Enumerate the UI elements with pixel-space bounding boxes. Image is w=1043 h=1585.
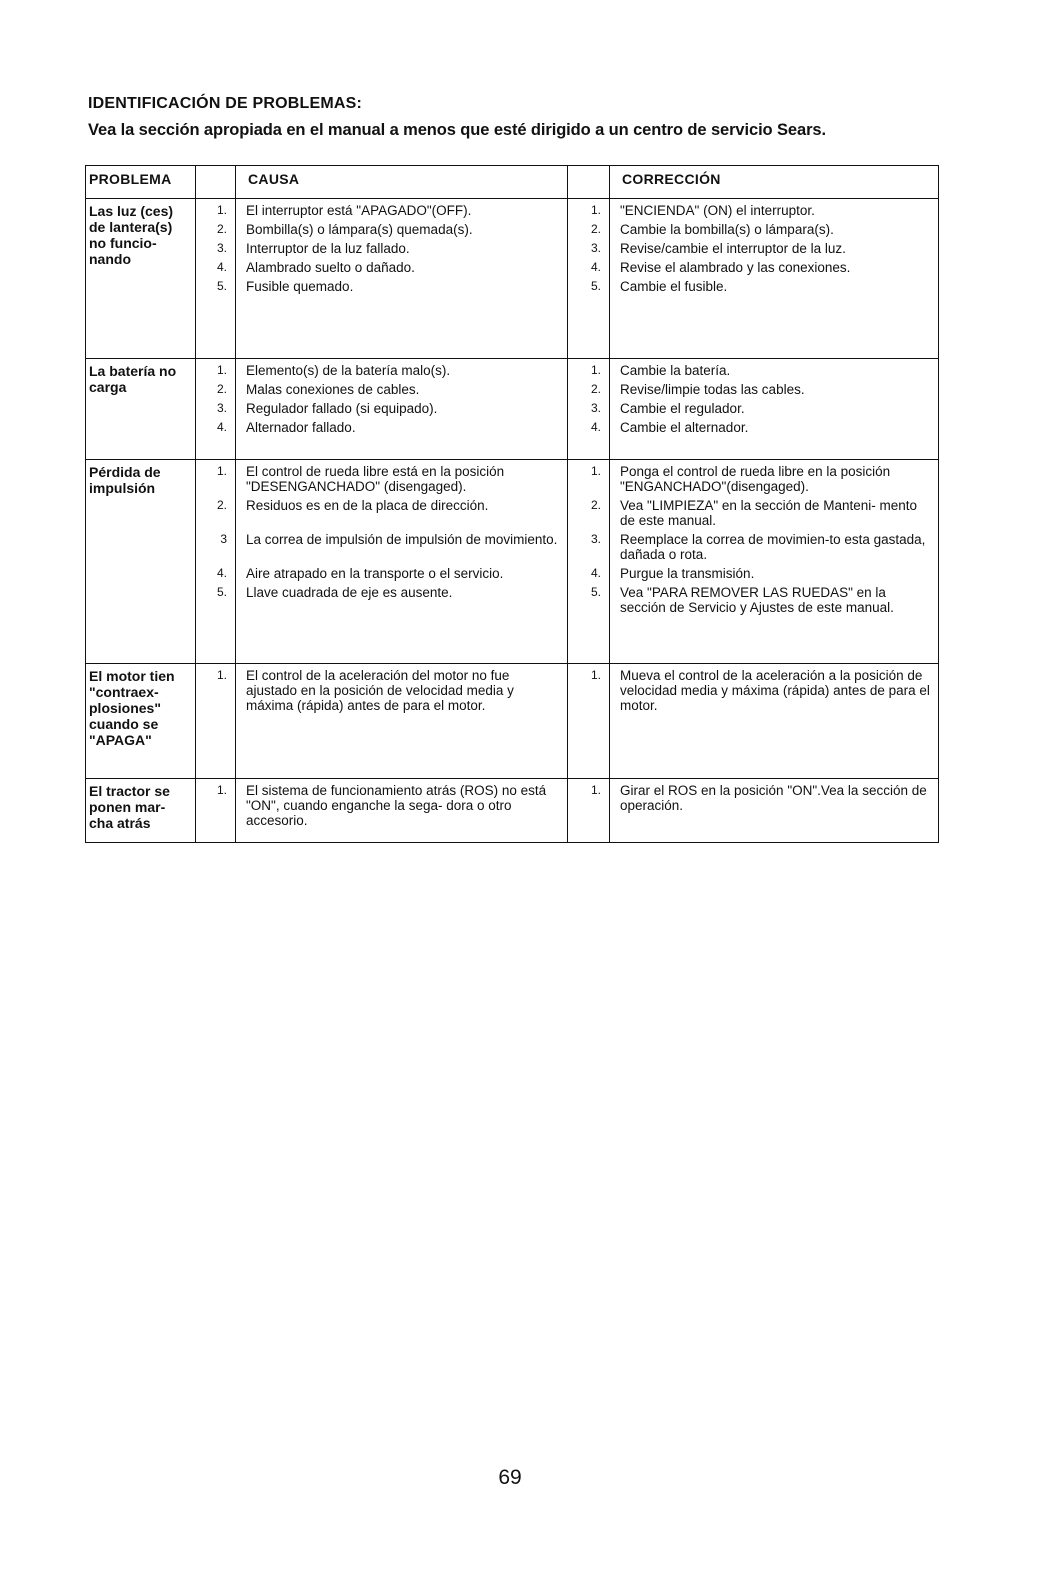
cause-text-cell bbox=[236, 359, 568, 460]
correction-number: 4. bbox=[590, 420, 601, 434]
correction-text: "ENCIENDA" (ON) el interruptor. bbox=[620, 203, 815, 218]
correction-text: Revise el alambrado y las conexiones. bbox=[620, 260, 851, 275]
cause-text: Alternador fallado. bbox=[246, 420, 356, 435]
cause-number: 3. bbox=[216, 241, 227, 255]
correction-number: 2. bbox=[590, 498, 601, 512]
problem-cell: Pérdida de impulsión bbox=[86, 460, 196, 664]
cause-text-cell bbox=[236, 199, 568, 359]
cause-number: 4. bbox=[216, 566, 227, 580]
cause-text: Residuos es en de la placa de dirección. bbox=[246, 498, 489, 513]
correction-text: Cambie el fusible. bbox=[620, 279, 728, 294]
cause-number: 4. bbox=[216, 260, 227, 274]
cause-number: 1. bbox=[216, 464, 227, 478]
cause-number-cell bbox=[196, 779, 236, 843]
cause-text-cell bbox=[236, 460, 568, 664]
cause-number: 5. bbox=[216, 279, 227, 293]
correction-text: Girar el ROS en la posición "ON".Vea la sección de operación. bbox=[620, 783, 927, 813]
cause-number: 2. bbox=[216, 498, 227, 512]
cause-number-cell bbox=[196, 460, 236, 664]
problem-cell: La batería no carga bbox=[86, 359, 196, 460]
table-row bbox=[86, 779, 939, 843]
correction-text: Reemplace la correa de movimien-to esta gastada, dañada o rota. bbox=[620, 532, 926, 562]
correction-number: 2. bbox=[590, 222, 601, 236]
cause-text: El interruptor está "APAGADO"(OFF). bbox=[246, 203, 472, 218]
cause-number: 4. bbox=[216, 420, 227, 434]
table-row bbox=[86, 664, 939, 779]
correction-text-cell bbox=[610, 460, 939, 664]
correction-number: 3. bbox=[590, 532, 601, 546]
table-row bbox=[86, 460, 939, 664]
correction-number: 1. bbox=[590, 464, 601, 478]
page-number: 69 bbox=[498, 1466, 522, 1489]
correction-number: 2. bbox=[590, 382, 601, 396]
cause-number-cell bbox=[196, 359, 236, 460]
correction-text: Revise/cambie el interruptor de la luz. bbox=[620, 241, 846, 256]
cause-text: Aire atrapado en la transporte o el servicio. bbox=[246, 566, 504, 581]
header-cause-number bbox=[196, 166, 236, 199]
correction-text: Ponga el control de rueda libre en la posición "ENGANCHADO"(disengaged). bbox=[620, 464, 891, 494]
cause-number: 5. bbox=[216, 585, 227, 599]
correction-number: 1. bbox=[590, 363, 601, 377]
correction-number: 1. bbox=[590, 668, 601, 682]
header-correction: CORRECCIÓN bbox=[610, 166, 939, 199]
correction-number: 3. bbox=[590, 401, 601, 415]
cause-text-cell bbox=[236, 664, 568, 779]
cause-number: 1. bbox=[216, 668, 227, 682]
correction-number-cell bbox=[568, 664, 610, 779]
correction-number: 1. bbox=[590, 783, 601, 797]
correction-number-cell bbox=[568, 359, 610, 460]
correction-text: Cambie la batería. bbox=[620, 363, 731, 378]
table-row bbox=[86, 199, 939, 359]
correction-text-cell bbox=[610, 199, 939, 359]
correction-text: Cambie la bombilla(s) o lámpara(s). bbox=[620, 222, 834, 237]
correction-text: Vea "PARA REMOVER LAS RUEDAS" en la sección de Servicio y Ajustes de este manual. bbox=[620, 585, 894, 615]
correction-text: Cambie el alternador. bbox=[620, 420, 749, 435]
correction-text-cell bbox=[610, 359, 939, 460]
correction-number-cell bbox=[568, 199, 610, 359]
cause-number-cell bbox=[196, 664, 236, 779]
correction-text: Vea "LIMPIEZA" en la sección de Manteni- mento de este manual. bbox=[620, 498, 917, 528]
correction-number-cell bbox=[568, 460, 610, 664]
correction-number: 5. bbox=[590, 279, 601, 293]
cause-number: 3 bbox=[220, 532, 227, 546]
header-correction-number bbox=[568, 166, 610, 199]
cause-text: Regulador fallado (si equipado). bbox=[246, 401, 438, 416]
cause-text: Malas conexiones de cables. bbox=[246, 382, 420, 397]
cause-number: 2. bbox=[216, 222, 227, 236]
cause-text: Elemento(s) de la batería malo(s). bbox=[246, 363, 451, 378]
table-row bbox=[86, 359, 939, 460]
cause-number: 1. bbox=[216, 783, 227, 797]
cause-number-cell bbox=[196, 199, 236, 359]
cause-text: El control de la aceleración del motor no fue ajustado en la posición de velocidad media y máxima (rápida) antes de para el motor. bbox=[246, 668, 514, 713]
cause-text: El control de rueda libre está en la posición "DESENGANCHADO" (disengaged). bbox=[246, 464, 505, 494]
cause-text: Bombilla(s) o lámpara(s) quemada(s). bbox=[246, 222, 473, 237]
cause-text: La correa de impulsión de impulsión de movimiento. bbox=[246, 532, 558, 547]
table-header-row bbox=[86, 166, 939, 199]
correction-text: Mueva el control de la aceleración a la posición de velocidad media y máxima (rápida) antes de para el motor. bbox=[620, 668, 930, 713]
correction-number: 1. bbox=[590, 203, 601, 217]
cause-text: Interruptor de la luz fallado. bbox=[246, 241, 410, 256]
correction-text: Cambie el regulador. bbox=[620, 401, 745, 416]
cause-text: Fusible quemado. bbox=[246, 279, 354, 294]
problem-cell: Las luz (ces) de lantera(s) no funcio- nando bbox=[86, 199, 196, 359]
header-problem: PROBLEMA bbox=[86, 166, 196, 199]
page-title: IDENTIFICACIÓN DE PROBLEMAS: bbox=[88, 95, 363, 112]
correction-number-cell bbox=[568, 779, 610, 843]
correction-number: 4. bbox=[590, 260, 601, 274]
correction-text: Purgue la transmisión. bbox=[620, 566, 755, 581]
header-cause: CAUSA bbox=[236, 166, 568, 199]
correction-text: Revise/limpie todas las cables. bbox=[620, 382, 805, 397]
cause-number: 1. bbox=[216, 363, 227, 377]
problem-cell: El motor tien "contraex- plosiones" cuando se "APAGA" bbox=[86, 664, 196, 779]
cause-text-cell bbox=[236, 779, 568, 843]
page-subtitle: Vea la sección apropiada en el manual a menos que esté dirigido a un centro de servicio Sears. bbox=[88, 121, 826, 139]
correction-text-cell bbox=[610, 664, 939, 779]
cause-number: 2. bbox=[216, 382, 227, 396]
correction-number: 5. bbox=[590, 585, 601, 599]
cause-number: 1. bbox=[216, 203, 227, 217]
correction-number: 3. bbox=[590, 241, 601, 255]
troubleshooting-table bbox=[85, 165, 939, 843]
cause-text: Alambrado suelto o dañado. bbox=[246, 260, 415, 275]
cause-text: El sistema de funcionamiento atrás (ROS) no está "ON", cuando enganche la sega- dora o otro accesorio. bbox=[246, 783, 547, 828]
cause-text: Llave cuadrada de eje es ausente. bbox=[246, 585, 453, 600]
cause-number: 3. bbox=[216, 401, 227, 415]
correction-number: 4. bbox=[590, 566, 601, 580]
problem-cell: El tractor se ponen mar- cha atrás bbox=[86, 779, 196, 843]
correction-text-cell bbox=[610, 779, 939, 843]
